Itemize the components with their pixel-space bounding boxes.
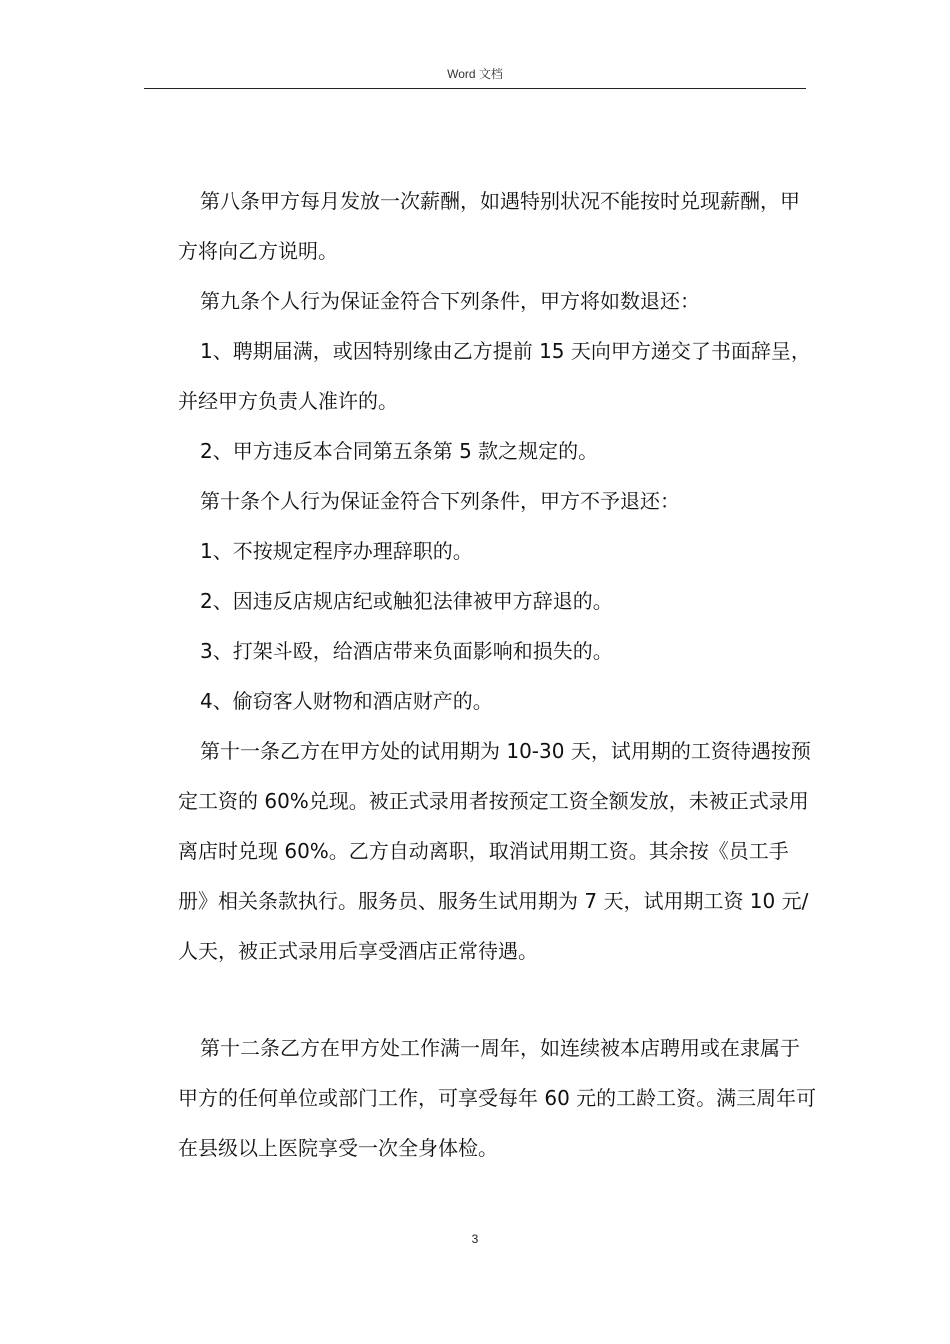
- page-number: 3: [471, 1232, 479, 1246]
- paragraph-article-10-item-3: 3、打架斗殴，给酒店带来负面影响和损失的。: [200, 639, 613, 663]
- paragraph-article-12: 第十二条乙方在甲方处工作满一周年，如连续被本店聘用或在隶属于甲方的任何单位或部门工作，可享受每年 60 元的工龄工资。满三周年可在县级以上医院享受一次全身体检。: [178, 1036, 817, 1160]
- paragraph-article-11: 第十一条乙方在甲方处的试用期为 10-30 天，试用期的工资待遇按预定工资的 60%兑现。被正式录用者按预定工资全额发放，未被正式录用离店时兑现 60%。乙方自动离职，取消试用期工资。其余按《员工手册》相关条款执行。服务员、服务生试用期为 7 天，试用期工资 10 元/人天，被正式录用后享受酒店正常待遇。: [178, 739, 811, 963]
- paragraph-article-10-item-1: 1、不按规定程序办理辞职的。: [200, 539, 473, 563]
- paragraph-article-9: 第九条个人行为保证金符合下列条件，甲方将如数退还：: [200, 289, 700, 313]
- paragraph-article-10: 第十条个人行为保证金符合下列条件，甲方不予退还：: [200, 489, 680, 513]
- paragraph-article-8: 第八条甲方每月发放一次薪酬，如遇特别状况不能按时兑现薪酬，甲方将向乙方说明。: [178, 189, 800, 263]
- paragraph-article-10-item-2: 2、因违反店规店纪或触犯法律被甲方辞退的。: [200, 589, 613, 613]
- page-header: Word 文档: [447, 67, 503, 81]
- header-rule: [144, 88, 806, 89]
- paragraph-article-9-item-2: 2、甲方违反本合同第五条第 5 款之规定的。: [200, 439, 599, 463]
- paragraph-article-9-item-1: 1、聘期届满，或因特别缘由乙方提前 15 天向甲方递交了书面辞呈，并经甲方负责人准许的。: [178, 339, 811, 413]
- document-body: [178, 176, 818, 1173]
- paragraph-article-10-item-4: 4、偷窃客人财物和酒店财产的。: [200, 689, 493, 713]
